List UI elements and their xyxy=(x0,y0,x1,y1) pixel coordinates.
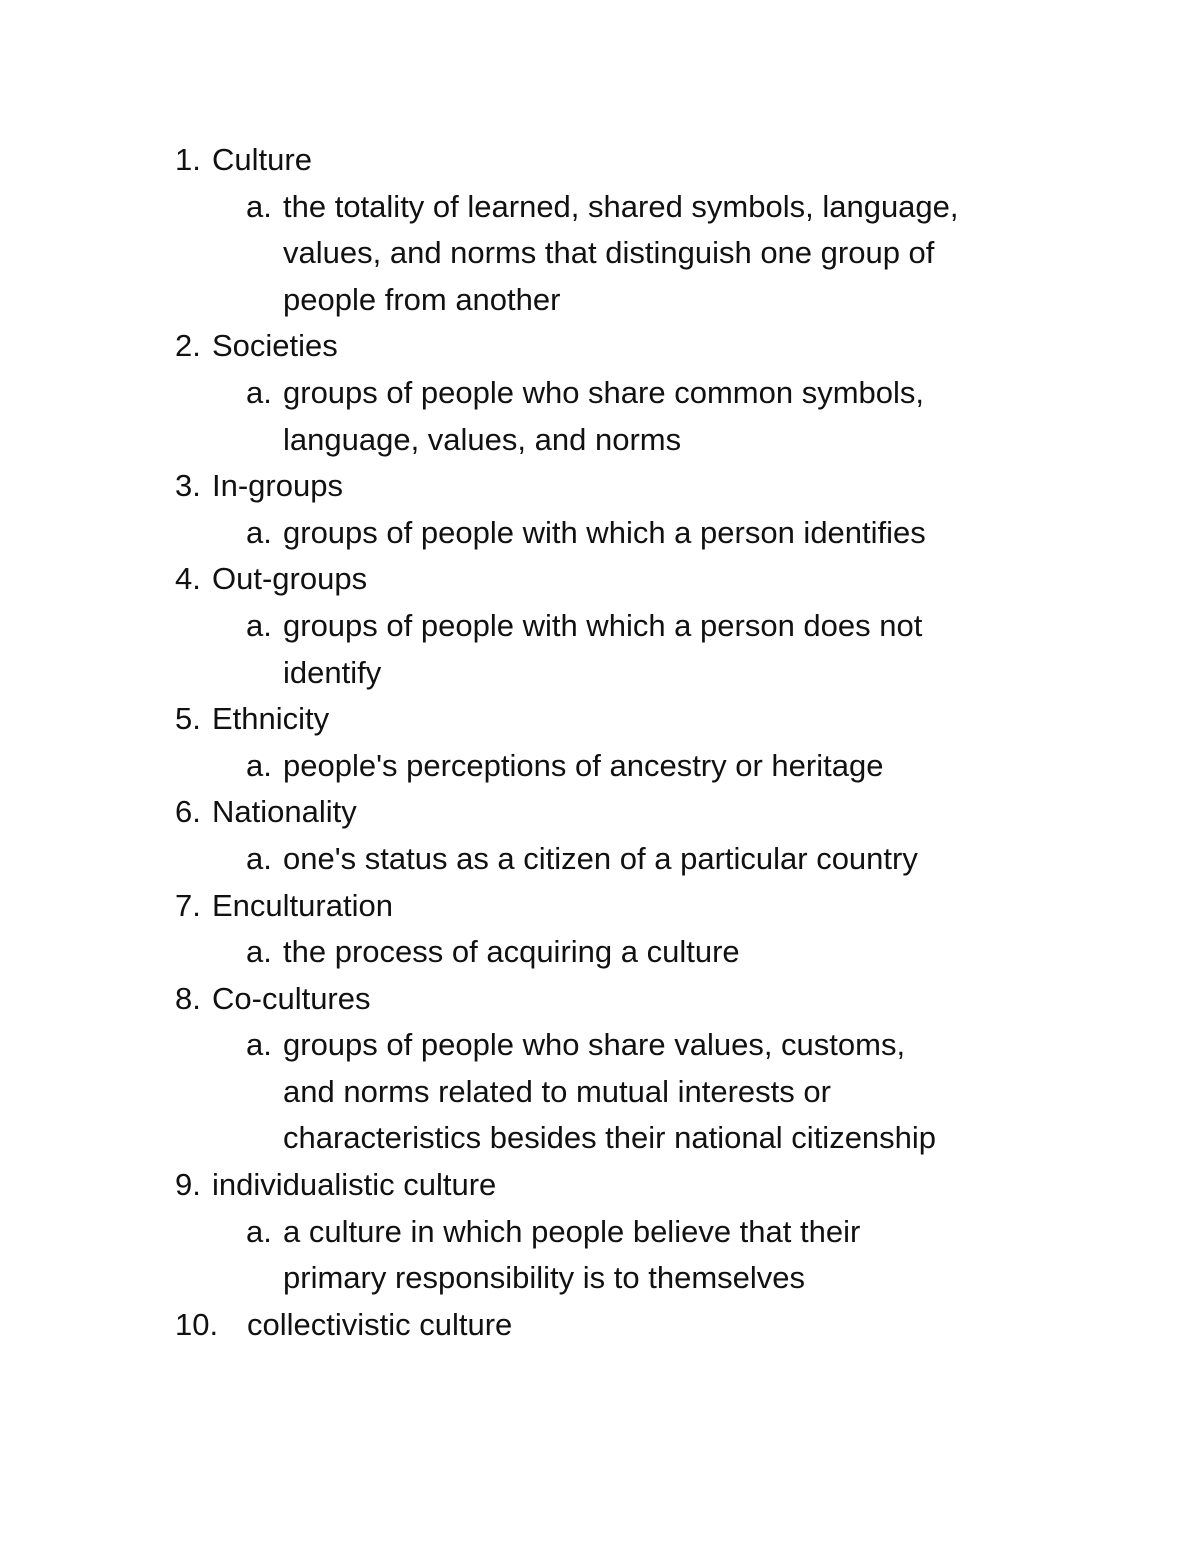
term-line xyxy=(0,1302,1200,1349)
definition-marker: a. xyxy=(246,607,272,643)
definition-line xyxy=(0,230,1200,277)
entry-number: 3. xyxy=(175,468,201,504)
entry-number: 5. xyxy=(175,701,201,737)
term-text: collectivistic culture xyxy=(247,1306,513,1342)
term-text: Ethnicity xyxy=(212,701,330,737)
glossary-list xyxy=(0,137,1200,1348)
definition-marker: a. xyxy=(246,374,272,410)
definition-line xyxy=(0,510,1200,557)
definition-line xyxy=(0,277,1200,324)
definition-marker: a. xyxy=(246,747,272,783)
definition-line xyxy=(0,1069,1200,1116)
definition-text: primary responsibility is to themselves xyxy=(283,1260,806,1296)
definition-text: the process of acquiring a culture xyxy=(283,934,740,970)
definition-line xyxy=(0,184,1200,231)
term-text: Nationality xyxy=(212,794,357,830)
term-line xyxy=(0,463,1200,510)
term-line xyxy=(0,696,1200,743)
entry-number: 6. xyxy=(175,794,201,830)
definition-text: groups of people who share common symbols, xyxy=(283,374,924,410)
definition-text: language, values, and norms xyxy=(283,421,682,457)
definition-text: identify xyxy=(283,654,382,690)
term-text: In-groups xyxy=(212,468,343,504)
definition-text: groups of people who share values, customs, xyxy=(283,1027,906,1063)
definition-line xyxy=(0,1115,1200,1162)
definition-marker: a. xyxy=(246,1213,272,1249)
entry-number: 8. xyxy=(175,980,201,1016)
term-line xyxy=(0,556,1200,603)
entry-number: 4. xyxy=(175,561,201,597)
definition-line xyxy=(0,1255,1200,1302)
term-line xyxy=(0,137,1200,184)
definition-marker: a. xyxy=(246,934,272,970)
definition-line xyxy=(0,743,1200,790)
definition-line xyxy=(0,650,1200,697)
term-line xyxy=(0,976,1200,1023)
definition-marker: a. xyxy=(246,840,272,876)
term-line xyxy=(0,883,1200,930)
definition-line xyxy=(0,603,1200,650)
definition-marker: a. xyxy=(246,188,272,224)
definition-line xyxy=(0,1209,1200,1256)
definition-text: people from another xyxy=(283,281,561,317)
definition-marker: a. xyxy=(246,1027,272,1063)
definition-line xyxy=(0,929,1200,976)
definition-text: groups of people with which a person identifies xyxy=(283,514,926,550)
definition-text: a culture in which people believe that their xyxy=(283,1213,861,1249)
definition-text: values, and norms that distinguish one group of xyxy=(283,235,935,271)
definition-line xyxy=(0,417,1200,464)
entry-number: 9. xyxy=(175,1167,201,1203)
entry-number: 2. xyxy=(175,328,201,364)
definition-text: and norms related to mutual interests or xyxy=(283,1073,831,1109)
entry-number: 10. xyxy=(175,1306,219,1342)
entry-number: 7. xyxy=(175,887,201,923)
term-text: Societies xyxy=(212,328,338,364)
term-line xyxy=(0,1162,1200,1209)
definition-text: groups of people with which a person does not xyxy=(283,607,923,643)
definition-text: characteristics besides their national citizenship xyxy=(283,1120,937,1156)
definition-line xyxy=(0,836,1200,883)
term-text: Culture xyxy=(212,142,312,177)
term-text: individualistic culture xyxy=(212,1167,497,1203)
definition-text: people's perceptions of ancestry or heritage xyxy=(283,747,884,783)
definition-marker: a. xyxy=(246,514,272,550)
definition-text: the totality of learned, shared symbols, language, xyxy=(283,188,959,224)
term-line xyxy=(0,323,1200,370)
entry-number: 1. xyxy=(175,142,201,177)
term-line xyxy=(0,789,1200,836)
definition-line xyxy=(0,1022,1200,1069)
term-text: Out-groups xyxy=(212,561,368,597)
term-text: Co-cultures xyxy=(212,980,371,1016)
definition-line xyxy=(0,370,1200,417)
term-text: Enculturation xyxy=(212,887,393,923)
definition-text: one's status as a citizen of a particular country xyxy=(283,840,918,876)
